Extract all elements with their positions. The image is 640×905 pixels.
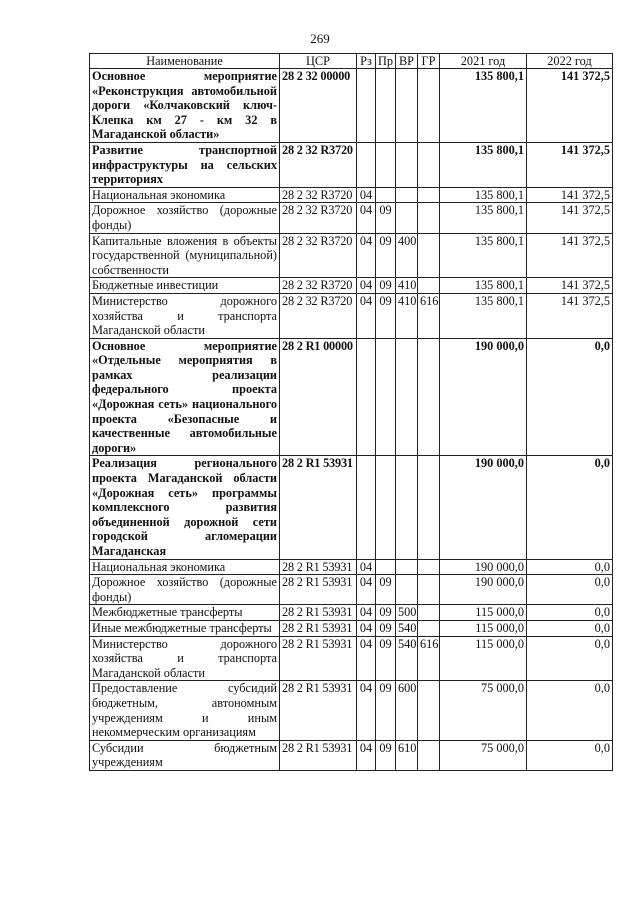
cell-2022: 0,0 — [527, 338, 613, 456]
cell-2022: 141 372,5 — [527, 278, 613, 294]
cell-name: Развитие транспортной инфраструктуры на сельских территориях — [90, 142, 280, 187]
cell-vr — [396, 187, 418, 203]
header-pr: Пр — [376, 54, 396, 69]
cell-2021: 75 000,0 — [440, 740, 527, 770]
table-row — [90, 338, 613, 456]
cell-2022: 0,0 — [527, 456, 613, 559]
cell-2022: 0,0 — [527, 681, 613, 740]
header-vr: ВР — [396, 54, 418, 69]
cell-csr: 28 2 R1 53931 — [280, 559, 357, 575]
table-row — [90, 293, 613, 338]
cell-name: Иные межбюджетные трансферты — [90, 620, 280, 636]
table-body — [90, 69, 613, 771]
cell-gr — [418, 338, 440, 456]
cell-csr: 28 2 R1 53931 — [280, 740, 357, 770]
table-row — [90, 142, 613, 187]
cell-csr: 28 2 R1 53931 — [280, 605, 357, 621]
cell-csr: 28 2 32 00000 — [280, 69, 357, 143]
cell-gr — [418, 233, 440, 278]
cell-csr: 28 2 32 R3720 — [280, 293, 357, 338]
cell-gr — [418, 559, 440, 575]
cell-csr: 28 2 R1 00000 — [280, 338, 357, 456]
cell-2022: 141 372,5 — [527, 187, 613, 203]
cell-2021: 190 000,0 — [440, 338, 527, 456]
cell-2021: 135 800,1 — [440, 69, 527, 143]
cell-rz: 04 — [357, 575, 376, 605]
cell-rz — [357, 456, 376, 559]
table-row — [90, 636, 613, 681]
cell-2022: 141 372,5 — [527, 293, 613, 338]
cell-csr: 28 2 R1 53931 — [280, 575, 357, 605]
cell-name: Основное мероприятие «Отдельные мероприятия в рамках реализации федерального проекта «Дорожная сеть» национального проекта «Безопасные и качественные автомобильные дороги» — [90, 338, 280, 456]
cell-gr — [418, 740, 440, 770]
table-row — [90, 456, 613, 559]
cell-vr: 540 — [396, 620, 418, 636]
cell-vr: 610 — [396, 740, 418, 770]
cell-name: Национальная экономика — [90, 187, 280, 203]
cell-2022: 0,0 — [527, 575, 613, 605]
cell-gr — [418, 203, 440, 233]
cell-rz: 04 — [357, 278, 376, 294]
cell-2021: 190 000,0 — [440, 559, 527, 575]
cell-name: Межбюджетные трансферты — [90, 605, 280, 621]
cell-2022: 141 372,5 — [527, 142, 613, 187]
cell-pr: 09 — [376, 636, 396, 681]
cell-name: Основное мероприятие «Реконструкция автомобильной дороги «Колчаковский ключ-Клепка км 27 - км 32 в Магаданской области» — [90, 69, 280, 143]
cell-name: Субсидии бюджетным учреждениям — [90, 740, 280, 770]
cell-name: Дорожное хозяйство (дорожные фонды) — [90, 203, 280, 233]
cell-2022: 0,0 — [527, 620, 613, 636]
cell-2022: 141 372,5 — [527, 233, 613, 278]
cell-rz: 04 — [357, 636, 376, 681]
cell-vr: 400 — [396, 233, 418, 278]
cell-2022: 0,0 — [527, 605, 613, 621]
cell-vr — [396, 142, 418, 187]
cell-rz — [357, 338, 376, 456]
cell-vr: 600 — [396, 681, 418, 740]
header-gr: ГР — [418, 54, 440, 69]
cell-2022: 0,0 — [527, 636, 613, 681]
cell-gr — [418, 456, 440, 559]
cell-rz — [357, 69, 376, 143]
cell-name: Предоставление субсидий бюджетным, автономным учреждениям и иным некоммерческим организациям — [90, 681, 280, 740]
cell-vr — [396, 559, 418, 575]
cell-pr — [376, 187, 396, 203]
table-row — [90, 559, 613, 575]
cell-csr: 28 2 32 R3720 — [280, 187, 357, 203]
cell-csr: 28 2 R1 53931 — [280, 620, 357, 636]
cell-rz: 04 — [357, 187, 376, 203]
cell-csr: 28 2 32 R3720 — [280, 203, 357, 233]
header-2022: 2022 год — [527, 54, 613, 69]
cell-vr: 410 — [396, 278, 418, 294]
table-row — [90, 575, 613, 605]
cell-gr: 616 — [418, 636, 440, 681]
cell-csr: 28 2 R1 53931 — [280, 681, 357, 740]
cell-2021: 115 000,0 — [440, 636, 527, 681]
cell-rz: 04 — [357, 681, 376, 740]
cell-vr — [396, 203, 418, 233]
cell-2021: 75 000,0 — [440, 681, 527, 740]
cell-pr: 09 — [376, 740, 396, 770]
cell-rz: 04 — [357, 233, 376, 278]
table-header-row — [90, 54, 613, 69]
cell-2022: 141 372,5 — [527, 69, 613, 143]
table-row — [90, 620, 613, 636]
cell-2021: 135 800,1 — [440, 278, 527, 294]
cell-2021: 135 800,1 — [440, 233, 527, 278]
cell-name: Министерство дорожного хозяйства и транспорта Магаданской области — [90, 636, 280, 681]
header-csr: ЦСР — [280, 54, 357, 69]
cell-vr — [396, 456, 418, 559]
cell-pr — [376, 559, 396, 575]
cell-pr: 09 — [376, 293, 396, 338]
cell-pr — [376, 456, 396, 559]
cell-name: Национальная экономика — [90, 559, 280, 575]
cell-gr: 616 — [418, 293, 440, 338]
cell-rz: 04 — [357, 605, 376, 621]
table-row — [90, 69, 613, 143]
cell-gr — [418, 278, 440, 294]
cell-gr — [418, 142, 440, 187]
cell-name: Министерство дорожного хозяйства и транспорта Магаданской области — [90, 293, 280, 338]
cell-pr: 09 — [376, 575, 396, 605]
cell-pr: 09 — [376, 278, 396, 294]
cell-gr — [418, 620, 440, 636]
cell-pr — [376, 69, 396, 143]
cell-2021: 135 800,1 — [440, 203, 527, 233]
cell-gr — [418, 605, 440, 621]
cell-csr: 28 2 R1 53931 — [280, 456, 357, 559]
cell-2022: 0,0 — [527, 559, 613, 575]
cell-csr: 28 2 32 R3720 — [280, 233, 357, 278]
cell-2021: 115 000,0 — [440, 620, 527, 636]
cell-vr — [396, 575, 418, 605]
cell-csr: 28 2 R1 53931 — [280, 636, 357, 681]
cell-gr — [418, 575, 440, 605]
cell-vr — [396, 338, 418, 456]
budget-table — [89, 53, 613, 771]
header-rz: Рз — [357, 54, 376, 69]
cell-2021: 135 800,1 — [440, 187, 527, 203]
cell-rz: 04 — [357, 203, 376, 233]
table-row — [90, 187, 613, 203]
cell-name: Бюджетные инвестиции — [90, 278, 280, 294]
page-number: 269 — [310, 31, 330, 46]
cell-pr: 09 — [376, 203, 396, 233]
cell-name: Дорожное хозяйство (дорожные фонды) — [90, 575, 280, 605]
cell-rz: 04 — [357, 740, 376, 770]
cell-rz: 04 — [357, 620, 376, 636]
cell-pr — [376, 338, 396, 456]
table-row — [90, 605, 613, 621]
cell-pr: 09 — [376, 620, 396, 636]
cell-rz — [357, 142, 376, 187]
cell-2021: 135 800,1 — [440, 142, 527, 187]
header-2021: 2021 год — [440, 54, 527, 69]
cell-vr — [396, 69, 418, 143]
table-row — [90, 681, 613, 740]
cell-gr — [418, 69, 440, 143]
cell-pr: 09 — [376, 605, 396, 621]
header-name: Наименование — [90, 54, 280, 69]
cell-pr — [376, 142, 396, 187]
cell-name: Реализация регионального проекта Магаданской области «Дорожная сеть» программы комплексного развития объединенной дорожной сети городской агломерации Магаданская — [90, 456, 280, 559]
table-row — [90, 278, 613, 294]
table-row — [90, 203, 613, 233]
cell-pr: 09 — [376, 233, 396, 278]
cell-2021: 190 000,0 — [440, 575, 527, 605]
cell-csr: 28 2 32 R3720 — [280, 142, 357, 187]
cell-2021: 135 800,1 — [440, 293, 527, 338]
cell-vr: 500 — [396, 605, 418, 621]
cell-2021: 190 000,0 — [440, 456, 527, 559]
cell-csr: 28 2 32 R3720 — [280, 278, 357, 294]
cell-gr — [418, 187, 440, 203]
cell-rz: 04 — [357, 293, 376, 338]
cell-2022: 0,0 — [527, 740, 613, 770]
cell-pr: 09 — [376, 681, 396, 740]
table-row — [90, 233, 613, 278]
cell-vr: 410 — [396, 293, 418, 338]
cell-name: Капитальные вложения в объекты государственной (муниципальной) собственности — [90, 233, 280, 278]
cell-gr — [418, 681, 440, 740]
table-row — [90, 740, 613, 770]
cell-2021: 115 000,0 — [440, 605, 527, 621]
cell-2022: 141 372,5 — [527, 203, 613, 233]
cell-vr: 540 — [396, 636, 418, 681]
cell-rz: 04 — [357, 559, 376, 575]
